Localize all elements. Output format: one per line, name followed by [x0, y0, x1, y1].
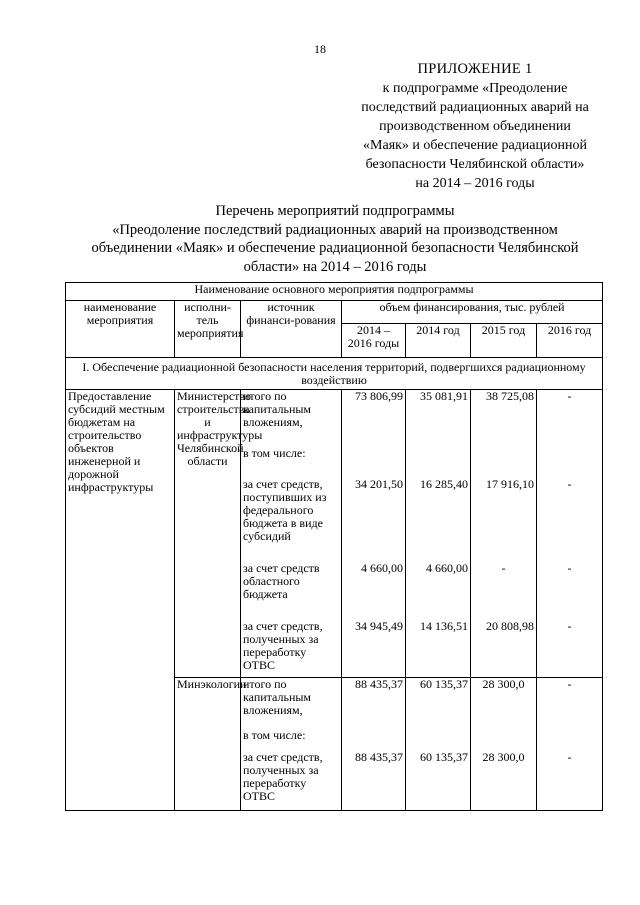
source-cell: в том числе: [241, 447, 342, 478]
heading-line: Перечень мероприятий подпрограммы [215, 203, 455, 219]
header-year-2015: 2015 год [471, 324, 537, 358]
source-cell: за счет средств областного бюджета [241, 562, 342, 620]
appendix-block [330, 60, 620, 193]
y2016-cell: - [537, 678, 603, 721]
y2016-cell [537, 447, 603, 478]
heading-line: «Преодоление последствий радиационных аварий на производственном [112, 221, 558, 238]
source-cell: в том числе: [241, 721, 342, 751]
table-top-header: Наименование основного мероприятия подпрограммы [66, 283, 603, 301]
y2014-cell: 14 136,51 [406, 620, 471, 678]
total-cell: 88 435,37 [342, 678, 406, 721]
y2015-cell: - [471, 562, 537, 620]
y2014-cell [406, 721, 471, 751]
document-heading [70, 202, 600, 276]
heading-line: области» на 2014 – 2016 годы [243, 258, 427, 275]
y2016-cell: - [537, 751, 603, 811]
appendix-line: последствий радиационных аварий на [361, 100, 589, 115]
measure-name: Предоставление субсидий местным бюджетам на строительство объектов инженерной и дорожной инфраструктуры [66, 390, 175, 811]
y2015-cell: 17 916,10 [471, 478, 537, 562]
y2016-cell: - [537, 478, 603, 562]
appendix-line: к подпрограмме «Преодоление [382, 81, 568, 96]
executor-minecology: Минэкологии [175, 678, 241, 811]
total-cell [342, 447, 406, 478]
appendix-line: безопасности Челябинской области» [365, 157, 585, 172]
y2014-cell: 4 660,00 [406, 562, 471, 620]
y2014-cell: 60 135,37 [406, 751, 471, 811]
source-cell: итого по капитальным вложениям, [241, 678, 342, 721]
section-title: I. Обеспечение радиационной безопасности населения территорий, подвергшихся радиационному воздействию [66, 358, 603, 390]
source-cell: итого по капитальным вложениям, [241, 390, 342, 447]
header-year-2016: 2016 год [537, 324, 603, 358]
y2014-cell: 60 135,37 [406, 678, 471, 721]
heading-line: объединении «Маяк» и обеспечение радиационной безопасности Челябинской [91, 240, 579, 256]
y2015-cell [471, 447, 537, 478]
y2015-cell: 28 300,0 [471, 751, 537, 811]
y2015-cell: 38 725,08 [471, 390, 537, 447]
y2015-cell [471, 721, 537, 751]
source-cell: за счет средств, поступивших из федерального бюджета в виде субсидий [241, 478, 342, 562]
header-year-2014: 2014 год [406, 324, 471, 358]
total-cell: 88 435,37 [342, 751, 406, 811]
executor-ministry: Министерство строительства и инфраструктуры Челябинской области [175, 390, 241, 678]
y2014-cell [406, 447, 471, 478]
total-cell: 34 201,50 [342, 478, 406, 562]
y2016-cell [537, 721, 603, 751]
header-executor: исполни-тель мероприятия [175, 301, 241, 358]
y2015-cell: 28 300,0 [471, 678, 537, 721]
appendix-line: на 2014 – 2016 годы [415, 176, 535, 191]
measures-table [65, 282, 603, 811]
y2015-cell: 20 808,98 [471, 620, 537, 678]
y2014-cell: 16 285,40 [406, 478, 471, 562]
header-source: источник финанси-рования [241, 301, 342, 358]
total-cell [342, 721, 406, 751]
y2016-cell: - [537, 620, 603, 678]
y2016-cell: - [537, 390, 603, 447]
appendix-line: «Маяк» и обеспечение радиационной [363, 138, 587, 153]
total-cell: 34 945,49 [342, 620, 406, 678]
header-name: наименование мероприятия [66, 301, 175, 358]
appendix-line: производственном объединении [379, 119, 571, 134]
appendix-title: ПРИЛОЖЕНИЕ 1 [417, 61, 533, 77]
source-cell: за счет средств, полученных за переработку ОТВС [241, 751, 342, 811]
total-cell: 73 806,99 [342, 390, 406, 447]
total-cell: 4 660,00 [342, 562, 406, 620]
page-number: 18 [314, 42, 326, 56]
header-year-total: 2014 – 2016 годы [342, 324, 406, 358]
y2014-cell: 35 081,91 [406, 390, 471, 447]
source-cell: за счет средств, полученных за переработку ОТВС [241, 620, 342, 678]
header-funding: объем финансирования, тыс. рублей [342, 301, 603, 324]
y2016-cell: - [537, 562, 603, 620]
